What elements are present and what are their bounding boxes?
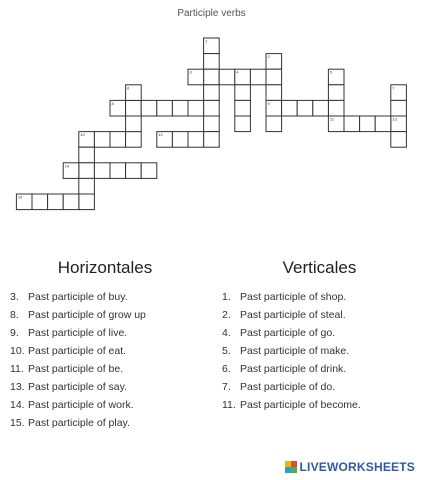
crossword-cell[interactable] xyxy=(48,194,64,210)
crossword-cell[interactable] xyxy=(188,132,204,148)
clue-item: 3. Past participle of buy. xyxy=(10,291,128,303)
clue-item: 9. Past participle of live. xyxy=(10,327,128,339)
crossword-cell[interactable] xyxy=(110,132,126,148)
clue-item: 1. Past participle of shop. xyxy=(222,291,347,303)
horizontal-clues xyxy=(10,258,200,432)
cell-number: 1 xyxy=(205,38,208,44)
clue-item: 5. Past participle of make. xyxy=(222,345,350,357)
crossword-cell[interactable] xyxy=(172,132,188,148)
cell-number: 2 xyxy=(267,54,270,60)
crossword-cell[interactable] xyxy=(266,85,282,101)
cell-number: 11 xyxy=(329,116,335,122)
vertical-clues xyxy=(222,258,417,414)
crossword-cell[interactable] xyxy=(250,69,266,85)
crossword-cell[interactable] xyxy=(360,116,376,132)
crossword-cell[interactable] xyxy=(126,163,142,179)
crossword-cell[interactable] xyxy=(204,85,220,101)
logo-icon xyxy=(285,461,297,473)
crossword-cell[interactable] xyxy=(391,132,407,148)
clue-item: 13. Past participle of say. xyxy=(10,381,128,393)
crossword-cell[interactable] xyxy=(391,100,407,116)
cell-number: 13 xyxy=(392,116,397,122)
clue-item: 8. Past participle of grow up xyxy=(10,309,146,321)
cell-number: 4 xyxy=(236,69,239,75)
clue-item: 7. Past participle of do. xyxy=(222,381,336,393)
cell-number: 8 xyxy=(111,100,114,106)
clue-item: 6. Past participle of drink. xyxy=(222,363,347,375)
crossword-cell[interactable] xyxy=(297,100,313,116)
crossword-cell[interactable] xyxy=(157,100,173,116)
crossword-cell[interactable] xyxy=(94,132,110,148)
crossword-cell[interactable] xyxy=(79,194,95,210)
crossword-cell[interactable] xyxy=(172,100,188,116)
crossword-cell[interactable] xyxy=(204,116,220,132)
cell-number: 12 xyxy=(158,132,163,138)
crossword-cell[interactable] xyxy=(110,163,126,179)
crossword-cell[interactable] xyxy=(32,194,48,210)
clue-item: 4. Past participle of go. xyxy=(222,327,336,339)
brand-name: LIVEWORKSHEETS xyxy=(299,460,415,474)
crossword-cell[interactable] xyxy=(63,194,79,210)
clue-item: 10. Past participle of eat. xyxy=(10,345,127,357)
crossword-cell[interactable] xyxy=(79,178,95,194)
crossword-cell[interactable] xyxy=(126,116,142,132)
crossword-cell[interactable] xyxy=(235,100,251,116)
crossword-cell[interactable] xyxy=(204,132,220,148)
cell-number: 5 xyxy=(329,69,333,75)
crossword-cell[interactable] xyxy=(126,132,142,148)
clue-item: 15. Past participle of play. xyxy=(10,417,130,429)
cell-number: 15 xyxy=(17,194,23,200)
cell-number: 3 xyxy=(189,69,192,75)
crossword-cell[interactable] xyxy=(204,100,220,116)
clue-item: 11. Past participle of become. xyxy=(222,399,361,411)
crossword-cell[interactable] xyxy=(328,85,344,101)
crossword-cell[interactable] xyxy=(344,116,360,132)
cell-number: 7 xyxy=(392,85,395,91)
crossword-cell[interactable] xyxy=(235,85,251,101)
crossword-cell[interactable] xyxy=(266,116,282,132)
crossword-cell[interactable] xyxy=(141,163,157,179)
clue-item: 2. Past participle of steal. xyxy=(222,309,346,321)
crossword-cell[interactable] xyxy=(94,163,110,179)
crossword-cell[interactable] xyxy=(282,100,298,116)
worksheet-title: Participle verbs xyxy=(177,8,246,19)
crossword-cell[interactable] xyxy=(313,100,329,116)
crossword-cell[interactable] xyxy=(204,54,220,70)
horizontal-heading: Horizontales xyxy=(57,258,153,277)
liveworksheets-logo xyxy=(285,460,415,474)
crossword-cell[interactable] xyxy=(79,147,95,163)
crossword-cell[interactable] xyxy=(328,100,344,116)
cell-number: 6 xyxy=(127,85,130,91)
crossword-cell[interactable] xyxy=(126,100,142,116)
crossword-cell[interactable] xyxy=(141,100,157,116)
crossword-cell[interactable] xyxy=(266,69,282,85)
cell-number: 14 xyxy=(64,163,70,169)
vertical-heading: Verticales xyxy=(282,258,357,277)
crossword-cell[interactable] xyxy=(188,100,204,116)
crossword-cell[interactable] xyxy=(219,69,235,85)
crossword-cell[interactable] xyxy=(204,69,220,85)
clue-item: 11. Past participle of be. xyxy=(10,363,124,375)
cell-number: 9 xyxy=(267,100,270,106)
crossword-cell[interactable] xyxy=(375,116,391,132)
crossword-cell[interactable] xyxy=(235,116,251,132)
cell-number: 10 xyxy=(80,132,85,138)
clue-item: 14. Past participle of work. xyxy=(10,399,134,411)
crossword-cell[interactable] xyxy=(79,163,95,179)
